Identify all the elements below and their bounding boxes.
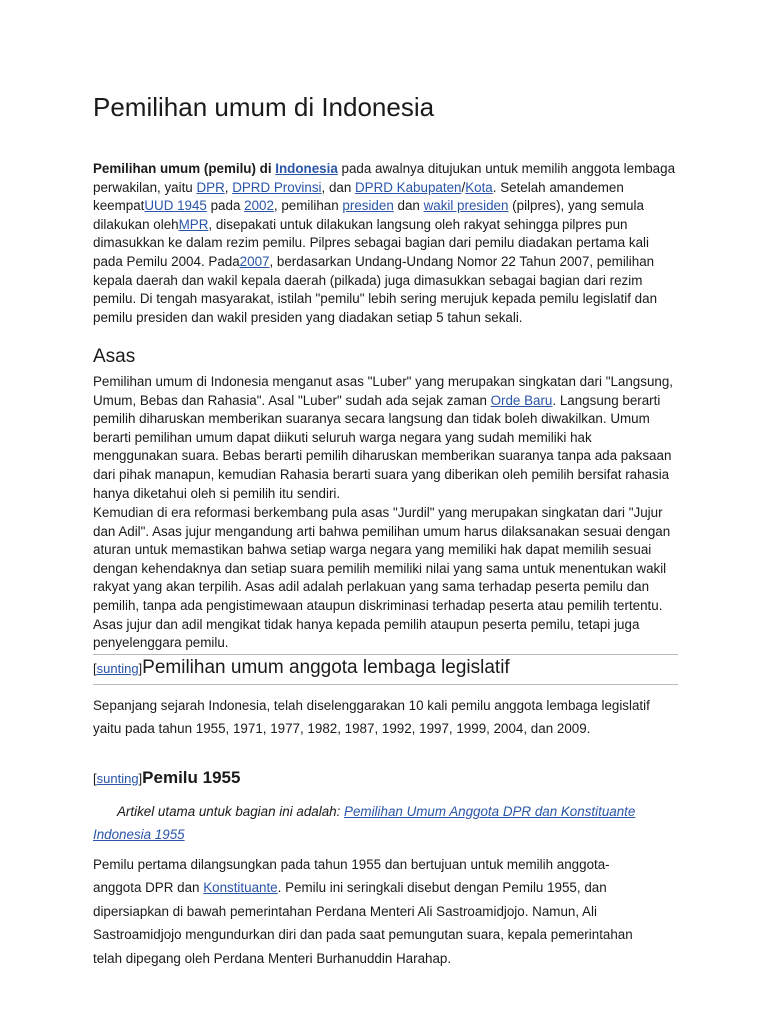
intro-text: , berdasarkan Undang-Undang Nomor 22 Tahun 2007, pemilihan kepala daerah dan wakil kepala daerah (pilkada) juga dimasukkan sebagai bagian dari rezim pemilu. Di tengah masyarakat, istilah "pemilu" lebih sering merujuk kepada pemilu legislatif dan pemilu presiden dan wakil presiden yang diadakan setiap 5 tahun sekali. [93,253,658,325]
section-title-legislatif: Pemilihan umum anggota lembaga legislatif [142,657,510,678]
link-dprd-provinsi[interactable]: DPRD Provinsi [232,179,322,195]
link-main-article-1955[interactable]: Pemilihan Umum Anggota DPR dan Konstituante Indonesia 1955 [93,804,636,842]
pemilu-1955-text: . Pemilu ini seringkali disebut dengan Pemilu 1955, dan dipersiapkan di bawah pemerintahan Perdana Menteri Ali Sastroamidjojo. Namun, Ali Sastroamidjojo mengundurkan diri dan pada saat pemungutan suara, kepala pemerintahan telah dipegang oleh Perdana Menteri Burhanuddin Harahap. [93,880,633,966]
asas-paragraph-jurdil: Kemudian di era reformasi berkembang pula asas "Jurdil" yang merupakan singkatan dari "Jujur dan Adil". Asas jujur mengandung arti bahwa pemilihan umum harus dilaksanakan sesuai dengan aturan untuk memastikan bahwa setiap warga negara yang memiliki hak dapat memilih sesuai dengan kehendaknya dan setiap suara pemilih memiliki nilai yang sama untuk menentukan wakil rakyat yang akan terpilih. Asas adil adalah perlakuan yang sama terhadap peserta pemilu dan pemilih, tanpa ada pengistimewaan ataupun diskriminasi terhadap peserta atau pemilih tertentu. Asas jujur dan adil mengikat tidak hanya kepada pemilih ataupun peserta pemilu, tetapi juga penyelenggara pemilu. [93,505,671,651]
link-2002[interactable]: 2002 [244,198,274,214]
link-uud-1945[interactable]: UUD 1945 [144,198,207,214]
intro-text: , disepakati untuk dilakukan langsung oleh rakyat sehingga pilpres pun dimasukkan ke dalam rezim pemilu. Pilpres sebagai bagian dari pemilu diadakan pertama kali pada Pemilu 2004. Pada [93,216,649,269]
intro-text: , pemilihan [273,198,343,214]
intro-bold-lead: Pemilihan umum (pemilu) di [93,161,276,176]
link-konstituante[interactable]: Konstituante [203,880,278,896]
main-article-note [93,800,678,846]
link-dprd-kabupaten[interactable]: DPRD Kabupaten [355,179,462,195]
intro-text: pada awalnya ditujukan untuk memilih anggota lembaga perwakilan, yaitu [93,161,676,195]
section-heading-legislatif [93,654,678,685]
asas-text: . Langsung berarti pemilih diharuskan memberikan suaranya secara langsung dan tidak boleh diwakilkan. Umum berarti pemilihan umum dapat diikuti seluruh warga negara yang sudah memiliki hak menggunakan suara. Bebas berarti pemilih diharuskan memberikan suaranya tanpa ada paksaan dari pihak manapun, kemudian Rahasia berarti suara yang diberikan oleh pemilih bersifat rahasia hanya diketahui oleh si pemilih itu sendiri. [93,392,672,501]
link-2007[interactable]: 2007 [239,253,270,269]
link-presiden[interactable]: presiden [342,198,394,214]
edit-bracket: ] [138,661,143,676]
intro-text: , dan [321,179,356,195]
intro-text: dan [393,198,424,214]
asas-text: Pemilihan umum di Indonesia menganut asas "Luber" yang merupakan singkatan dari "Langsung, Umum, Bebas dan Rahasia". Asal "Luber" sudah ada sejak zaman [93,374,674,408]
pemilu-1955-text: Pemilu pertama dilangsungkan pada tahun 1955 dan bertujuan untuk memilih anggota-anggota DPR dan [93,857,610,896]
intro-text: pada [206,198,245,214]
edit-bracket: ] [138,771,143,786]
section-title-pemilu-1955: Pemilu 1955 [142,768,241,787]
intro-text: . Setelah amandemen keempat [93,179,624,214]
pemilu-1955-paragraph [93,853,653,970]
intro-text: (pilpres), yang semula dilakukan oleh [93,198,644,232]
legislatif-paragraph: Sepanjang sejarah Indonesia, telah diselenggarakan 10 kali pemilu anggota lembaga legislatif yaitu pada tahun 1955, 1971, 1977, 1982, 1987, 1992, 1997, 1999, 2004, dan 2009. [93,698,650,737]
section-heading-asas: Asas [93,346,136,367]
intro-paragraph [93,160,678,327]
intro-text: , [224,179,233,195]
edit-bracket: [ [93,771,97,786]
edit-bracket: [ [93,661,97,676]
intro-text: / [461,179,466,195]
link-mpr[interactable]: MPR [178,216,209,232]
edit-link-pemilu-1955[interactable]: sunting [96,771,139,786]
main-article-prefix: Artikel utama untuk bagian ini adalah: [117,804,345,819]
link-kota[interactable]: Kota [465,179,493,195]
edit-link-legislatif[interactable]: sunting [96,661,139,676]
asas-paragraph-luber [93,373,678,503]
link-orde-baru[interactable]: Orde Baru [490,392,553,408]
page-title: Pemilihan umum di Indonesia [93,92,435,122]
link-wakil-presiden[interactable]: wakil presiden [423,198,509,214]
section-heading-pemilu-1955 [93,768,240,788]
link-indonesia[interactable]: Indonesia [275,161,338,176]
link-dpr[interactable]: DPR [196,179,225,195]
